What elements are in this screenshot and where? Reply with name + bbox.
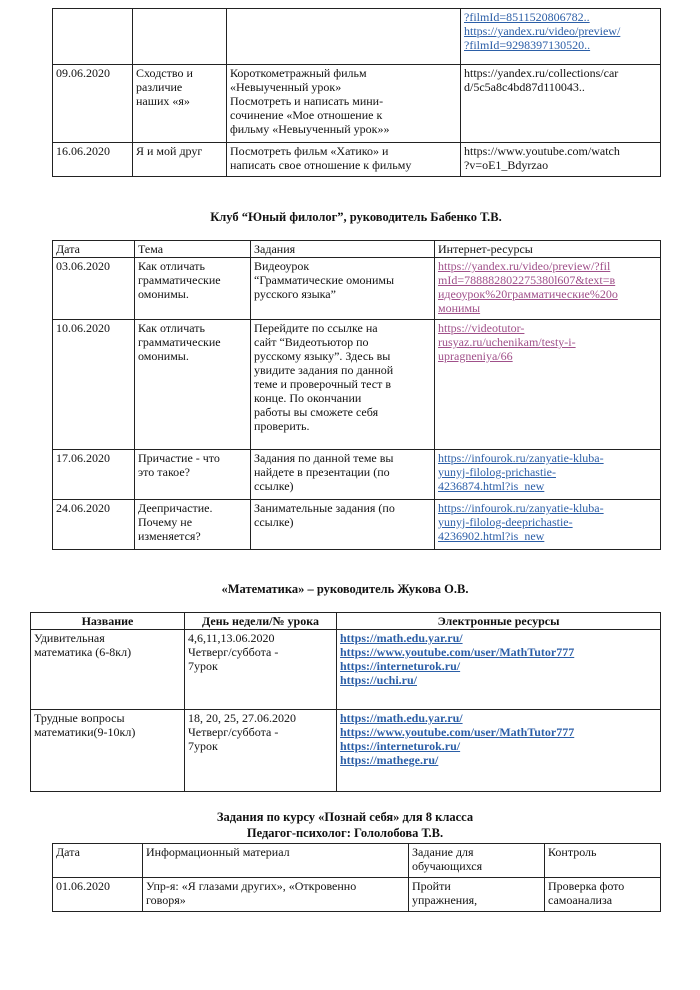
task-cell: Видеоурок “Грамматические омонимы русского языка” — [251, 258, 435, 320]
topic-cell — [133, 9, 227, 65]
task-cell: Занимательные задания (по ссылке) — [251, 500, 435, 550]
resource-links[interactable]: https://math.edu.yar.ru/ https://www.youtube.com/user/MathTutor777 https://interneturok.ru/ https://uchi.ru/ — [337, 630, 661, 710]
math-table — [30, 612, 661, 792]
header-task: Задания — [251, 241, 435, 258]
table-header-row — [31, 613, 661, 630]
header-name: Название — [31, 613, 185, 630]
date-cell: 03.06.2020 — [53, 258, 135, 320]
club-table — [52, 240, 661, 550]
header-days: День недели/№ урока — [185, 613, 337, 630]
header-date: Дата — [53, 241, 135, 258]
date-cell — [53, 9, 133, 65]
resource-link[interactable]: https://yandex.ru/video/preview/?fil mId=788882802275380l607&text=в идеоурок%20грамматические%20о монимы — [435, 258, 661, 320]
topic-cell: Сходство и различие наших «я» — [133, 65, 227, 143]
date-cell: 16.06.2020 — [53, 143, 133, 177]
resource-text: https://yandex.ru/collections/car d/5c5a8c4bd87d110043.. — [461, 65, 661, 143]
task-cell: Пройти упражнения, — [409, 878, 545, 912]
table-row — [31, 630, 661, 710]
task-cell: Перейдите по ссылке на сайт “Видеотьютор по русскому языку”. Здесь вы увидите задания по данной теме и проверочный тест в конце. По окончании работы вы сможете себя проверить. — [251, 320, 435, 450]
task-cell — [227, 9, 461, 65]
header-topic: Тема — [135, 241, 251, 258]
topic-cell: Я и мой друг — [133, 143, 227, 177]
table-row — [53, 9, 661, 65]
resource-link[interactable]: https://infourok.ru/zanyatie-kluba- yunyj-filolog-deeprichastie- 4236902.html?is_new — [435, 500, 661, 550]
date-cell: 17.06.2020 — [53, 450, 135, 500]
header-info: Информационный материал — [143, 844, 409, 878]
date-cell: 09.06.2020 — [53, 65, 133, 143]
header-resources: Интернет-ресурсы — [435, 241, 661, 258]
table-row — [53, 878, 661, 912]
topic-cell: Причастие - что это такое? — [135, 450, 251, 500]
table-row — [53, 320, 661, 450]
schedule-table-top — [52, 8, 661, 177]
topic-cell: Деепричастие. Почему не изменяется? — [135, 500, 251, 550]
task-cell: Посмотреть фильм «Хатико» и написать свое отношение к фильму — [227, 143, 461, 177]
course-table — [52, 843, 661, 912]
topic-cell: Как отличать грамматические омонимы. — [135, 258, 251, 320]
control-cell: Проверка фото самоанализа — [545, 878, 661, 912]
header-control: Контроль — [545, 844, 661, 878]
days-cell: 4,6,11,13.06.2020 Четверг/суббота - 7урок — [185, 630, 337, 710]
table-row — [31, 710, 661, 792]
resource-link[interactable]: ?filmId=8511520806782.. https://yandex.ru/video/preview/ ?filmId=9298397130520.. — [461, 9, 661, 65]
info-cell: Упр-я: «Я глазами других», «Откровенно говоря» — [143, 878, 409, 912]
table-header-row — [53, 241, 661, 258]
header-resources: Электронные ресурсы — [337, 613, 661, 630]
table-row — [53, 65, 661, 143]
table-row — [53, 500, 661, 550]
table-header-row — [53, 844, 661, 878]
header-task: Задание для обучающихся — [409, 844, 545, 878]
resource-links[interactable]: https://math.edu.yar.ru/ https://www.youtube.com/user/MathTutor777 https://interneturok.ru/ https://mathege.ru/ — [337, 710, 661, 792]
course-name: Трудные вопросы математики(9-10кл) — [31, 710, 185, 792]
course-heading: Задания по курсу «Познай себя» для 8 класса — [216, 810, 474, 824]
resource-link[interactable]: https://infourok.ru/zanyatie-kluba- yunyj-filolog-prichastie- 4236874.html?is_new — [435, 450, 661, 500]
date-cell: 01.06.2020 — [53, 878, 143, 912]
resource-link[interactable]: https://videotutor- rusyaz.ru/uchenikam/testy-i- upragneniya/66 — [435, 320, 661, 450]
date-cell: 24.06.2020 — [53, 500, 135, 550]
days-cell: 18, 20, 25, 27.06.2020 Четверг/суббота - 7урок — [185, 710, 337, 792]
resource-text: https://www.youtube.com/watch ?v=oE1_Bdyrzao — [461, 143, 661, 177]
table-row — [53, 450, 661, 500]
topic-cell: Как отличать грамматические омонимы. — [135, 320, 251, 450]
table-row — [53, 143, 661, 177]
header-date: Дата — [53, 844, 143, 878]
date-cell: 10.06.2020 — [53, 320, 135, 450]
course-subheading: Педагог-психолог: Гололобова Т.В. — [246, 826, 444, 840]
course-name: Удивительная математика (6-8кл) — [31, 630, 185, 710]
task-cell: Короткометражный фильм «Невыученный урок» Посмотреть и написать мини- сочинение «Мое отношение к фильму «Невыученный урок»» — [227, 65, 461, 143]
table-row — [53, 258, 661, 320]
task-cell: Задания по данной теме вы найдете в презентации (по ссылке) — [251, 450, 435, 500]
club-heading: Клуб “Юный филолог”, руководитель Бабенко Т.В. — [210, 210, 502, 224]
math-heading: «Математика» – руководитель Жукова О.В. — [221, 582, 469, 596]
